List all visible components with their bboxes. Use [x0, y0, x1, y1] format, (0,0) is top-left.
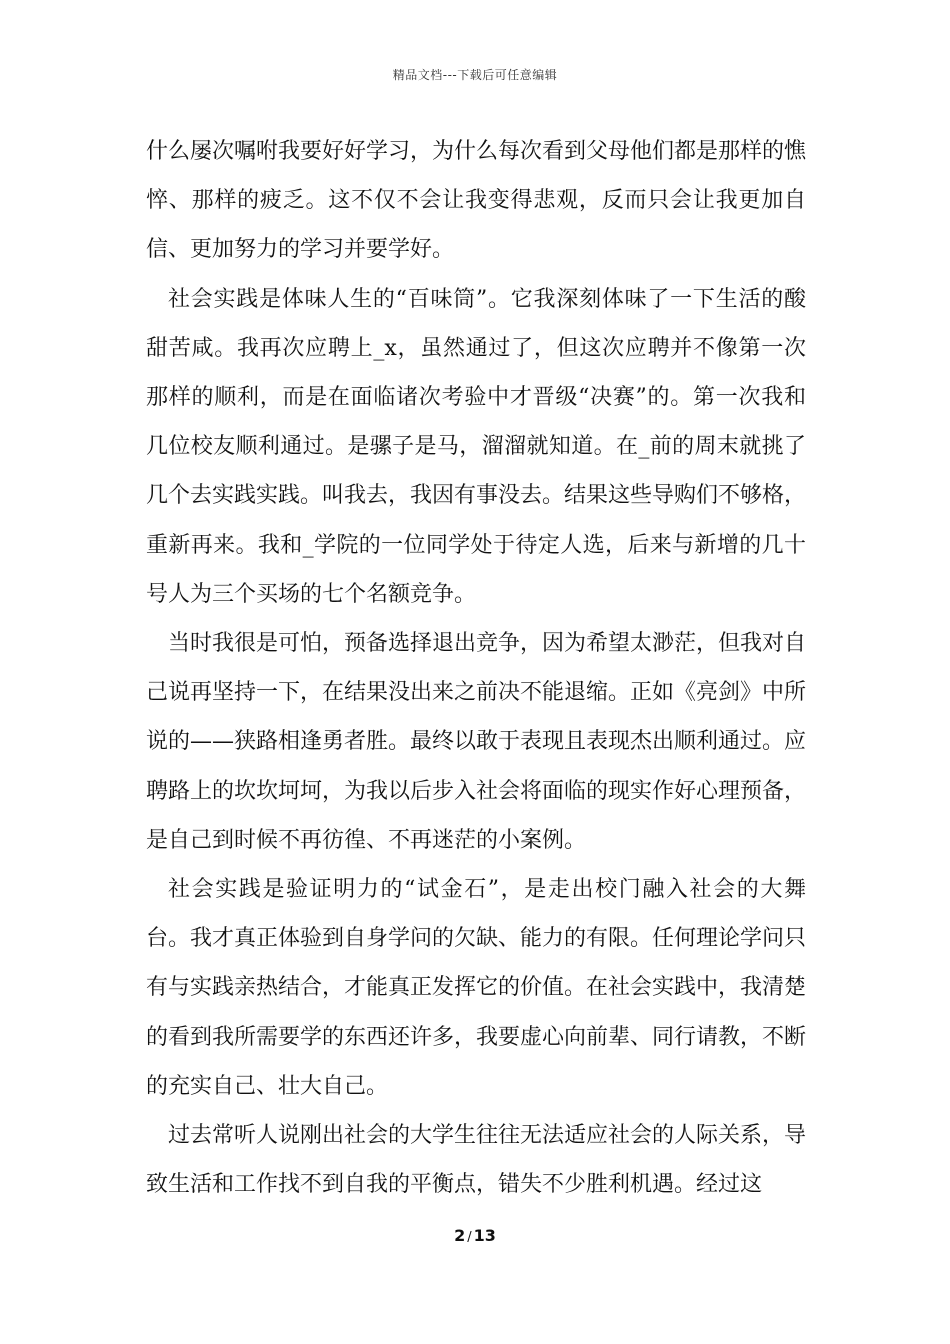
paragraph-continued: 什么屡次嘱咐我要好好学习，为什么每次看到父母他们都是那样的憔悴、那样的疲乏。这不仅不会让我变得悲观，反而只会让我更加自信、更加努力的学习并要学好。: [146, 139, 807, 263]
paragraph: 社会实践是体味人生的“百味筒”。它我深刻体味了一下生活的酸甜苦咸。我再次应聘上_x，虽然通过了，但这次应聘并不像第一次那样的顺利，而是在面临诸次考验中才晋级“决赛”的。第一次我和几位校友顺利通过。是骡子是马，溜溜就知道。在_前的周末就挑了几个去实践实践。叫我去，我因有事没去。结果这些导购们不够格，重新再来。我和_学院的一位同学处于待定人选，后来与新增的几十号人为三个买场的七个名额竞争。: [146, 286, 807, 607]
paragraph: 过去常听人说刚出社会的大学生往往无法适应社会的人际关系，导致生活和工作找不到自我的平衡点，错失不少胜利机遇。经过这: [146, 1123, 807, 1198]
page-number: [0, 1226, 950, 1245]
page-separator: /: [467, 1230, 472, 1245]
paragraph: 社会实践是验证明力的“试金石”，是走出校门融入社会的大舞台。我才真正体验到自身学问的欠缺、能力的有限。任何理论学问只有与实践亲热结合，才能真正发挥它的价值。在社会实践中，我清楚的看到我所需要学的东西还许多，我要虚心向前辈、同行请教，不断的充实自己、壮大自己。: [146, 877, 807, 1099]
page-total: 13: [473, 1226, 496, 1245]
document-body: [146, 127, 806, 1209]
page-current: 2: [454, 1226, 466, 1245]
page-header: 精品文档---下载后可任意编辑: [392, 68, 558, 82]
paragraph: 当时我很是可怕，预备选择退出竞争，因为希望太渺茫，但我对自己说再坚持一下，在结果没出来之前决不能退缩。正如《亮剑》中所说的——狭路相逢勇者胜。最终以敢于表现且表现杰出顺利通过。应聘路上的坎坎坷坷，为我以后步入社会将面临的现实作好心理预备，是自己到时候不再彷徨、不再迷茫的小案例。: [146, 631, 807, 853]
